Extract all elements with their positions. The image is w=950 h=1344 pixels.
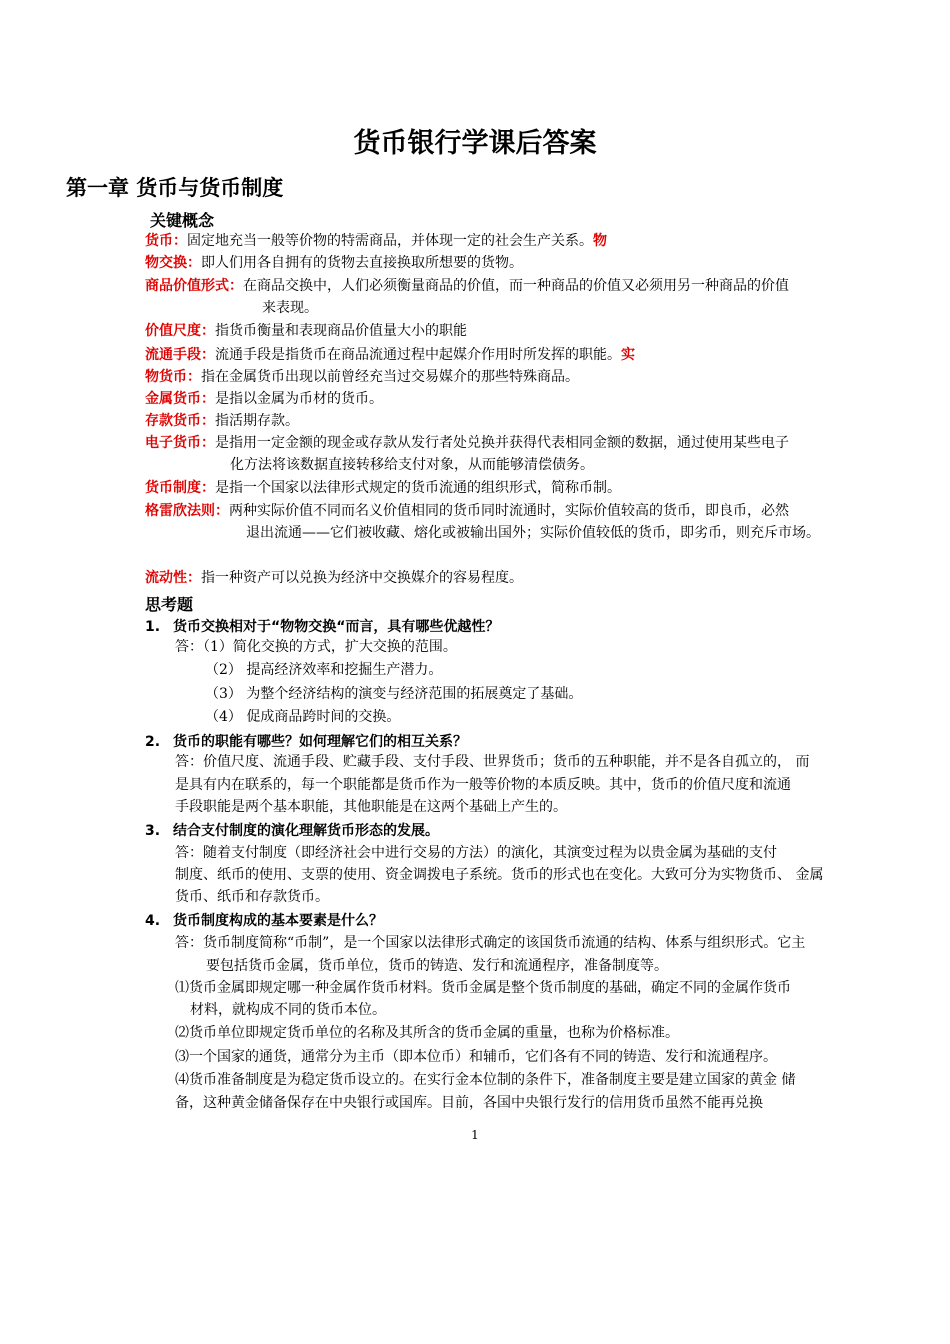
concept-term: 物货币：	[145, 369, 201, 385]
answer-line: 答：价值尺度、流通手段、贮藏手段、支付手段、世界货币；货币的五种职能，并不是各自孤立的， 而	[175, 754, 810, 770]
concept-continuation: 退出流通——它们被收藏、熔化或被输出国外；实际价值较低的货币，即劣币，则充斥市场。	[246, 525, 820, 541]
question-text: 货币的职能有哪些？如何理解它们的相互关系？	[173, 734, 467, 750]
concept-term: 格雷欣法则：	[145, 503, 229, 519]
concept-continuation: 来表现。	[262, 300, 318, 316]
concept-text: 固定地充当一般等价物的特需商品，并体现一定的社会生产关系。	[187, 233, 593, 249]
concept-item	[145, 252, 523, 275]
concept-item	[145, 567, 523, 590]
concept-text: 两种实际价值不同而名义价值相同的货币同时流通时，实际价值较高的货币，即良币，必然	[229, 503, 789, 519]
question-number: 4.	[145, 913, 161, 929]
concept-term: 金属货币：	[145, 391, 215, 407]
concept-term: 货币制度：	[145, 480, 215, 496]
answer-line: 货币、纸币和存款货币。	[175, 889, 329, 905]
answer-line: 答：随着支付制度（即经济社会中进行交易的方法）的演化，其演变过程为以贵金属为基础的支付	[175, 845, 777, 861]
concept-text: 是指用一定金额的现金或存款从发行者处兑换并获得代表相同金额的数据，通过使用某些电子	[215, 435, 789, 451]
concept-text: 是指以金属为币材的货币。	[215, 391, 383, 407]
answer-line: 要包括货币金属，货币单位，货币的铸造、发行和流通程序，准备制度等。	[206, 958, 668, 974]
concept-text: 是指一个国家以法律形式规定的货币流通的组织形式，简称币制。	[215, 480, 621, 496]
document-title: 货币银行学课后答案	[353, 128, 597, 159]
answer-line: 答：（1）简化交换的方式，扩大交换的范围。	[175, 639, 457, 655]
concept-item	[145, 344, 635, 367]
answer-line: 材料，就构成不同的货币本位。	[190, 1002, 386, 1018]
page-number: 1	[471, 1128, 479, 1142]
answer-line: 是具有内在联系的，每一个职能都是货币作为一般等价物的本质反映。其中，货币的价值尺度和流通	[175, 777, 791, 793]
concept-item	[145, 320, 467, 343]
question-title	[145, 820, 439, 840]
concept-item	[145, 275, 789, 298]
answer-line: （2） 提高经济效率和挖掘生产潜力。	[205, 662, 443, 678]
concept-term: 价值尺度：	[145, 323, 215, 339]
answer-line: 手段职能是两个基本职能，其他职能是在这两个基础上产生的。	[175, 799, 567, 815]
concept-term: 电子货币：	[145, 435, 215, 451]
concept-text: 流通手段是指货币在商品流通过程中起媒介作用时所发挥的职能。	[215, 347, 621, 363]
concept-term: 货币：	[145, 233, 187, 249]
question-title	[145, 616, 499, 636]
concept-item	[145, 366, 579, 389]
concept-item	[145, 477, 621, 500]
answer-line: ⑵货币单位即规定货币单位的名称及其所含的货币金属的重量，也称为价格标准。	[175, 1025, 679, 1041]
concept-text: 在商品交换中，人们必须衡量商品的价值，而一种商品的价值又必须用另一种商品的价值	[243, 278, 789, 294]
question-text: 结合支付制度的演化理解货币形态的发展。	[173, 823, 439, 839]
answer-line: 制度、纸币的使用、支票的使用、资金调拨电子系统。货币的形式也在变化。大致可分为实物货币、 金属	[175, 867, 824, 883]
question-text: 货币交换相对于“物物交换“而言，具有哪些优越性？	[173, 619, 500, 635]
answer-line: ⑶一个国家的通货，通常分为主币（即本位币）和辅币，它们各有不同的铸造、发行和流通程序。	[175, 1049, 777, 1065]
concept-term: 流动性：	[145, 570, 201, 586]
concept-item	[145, 230, 607, 253]
concept-term: 物交换：	[145, 255, 201, 271]
key-concepts-heading: 关键概念	[150, 211, 215, 230]
concept-continuation: 化方法将该数据直接转移给支付对象，从而能够清偿债务。	[230, 457, 594, 473]
concept-text: 指货币衡量和表现商品价值量大小的职能	[215, 323, 467, 339]
concept-trail: 实	[621, 347, 635, 363]
concept-item	[145, 500, 789, 523]
answer-line: （4） 促成商品跨时间的交换。	[205, 709, 401, 725]
questions-heading: 思考题	[145, 595, 194, 614]
concept-text: 指一种资产可以兑换为经济中交换媒介的容易程度。	[201, 570, 523, 586]
concept-item	[145, 388, 383, 411]
answer-line: ⑷货币准备制度是为稳定货币设立的。在实行金本位制的条件下，准备制度主要是建立国家的黄金 储	[175, 1072, 796, 1088]
question-text: 货币制度构成的基本要素是什么？	[173, 913, 383, 929]
question-number: 2.	[145, 734, 161, 750]
chapter-heading: 第一章 货币与货币制度	[66, 176, 284, 200]
concept-term: 存款货币：	[145, 413, 215, 429]
concept-text: 指在金属货币出现以前曾经充当过交易媒介的那些特殊商品。	[201, 369, 579, 385]
answer-line: （3） 为整个经济结构的演变与经济范围的拓展奠定了基础。	[205, 686, 583, 702]
answer-line: ⑴货币金属即规定哪一种金属作货币材料。货币金属是整个货币制度的基础，确定不同的金属作货币	[175, 980, 791, 996]
concept-item	[145, 432, 789, 455]
answer-line: 备，这种黄金储备保存在中央银行或国库。目前，各国中央银行发行的信用货币虽然不能再兑换	[175, 1095, 763, 1111]
concept-trail: 物	[593, 233, 607, 249]
concept-text: 即人们用各自拥有的货物去直接换取所想要的货物。	[201, 255, 523, 271]
concept-term: 商品价值形式：	[145, 278, 243, 294]
question-title	[145, 910, 383, 930]
question-number: 3.	[145, 823, 161, 839]
answer-line: 答：货币制度简称“币制”，是一个国家以法律形式确定的该国货币流通的结构、体系与组织形式。它主	[175, 935, 806, 951]
concept-text: 指活期存款。	[215, 413, 299, 429]
question-number: 1.	[145, 619, 161, 635]
concept-term: 流通手段：	[145, 347, 215, 363]
question-title	[145, 731, 467, 751]
concept-item	[145, 410, 299, 433]
